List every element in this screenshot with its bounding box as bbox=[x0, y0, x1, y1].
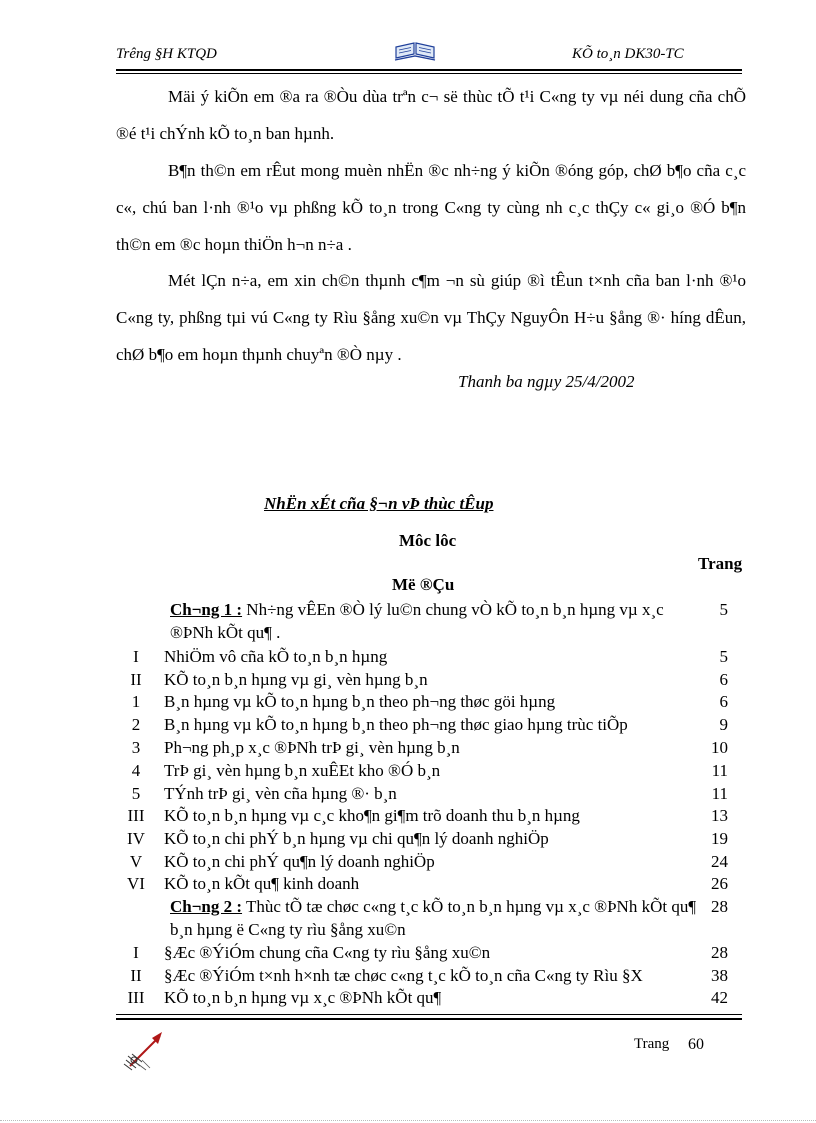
footer-rule bbox=[116, 1018, 742, 1020]
toc-page: 6 bbox=[719, 692, 728, 711]
footer-rule-thin bbox=[116, 1014, 742, 1015]
toc-text: KÕ to¸n chi phÝ qu¶n lý doanh nghiÖp bbox=[164, 852, 435, 871]
header-rule bbox=[116, 69, 742, 71]
toc-text: KÕ to¸n b¸n hµng vµ c¸c kho¶n gi¶m trõ doanh thu b¸n hµng bbox=[164, 806, 580, 825]
toc-page: 19 bbox=[711, 829, 728, 848]
toc-page: 28 bbox=[711, 943, 728, 962]
toc-text: Ph¬ng ph¸p x¸c ®ÞNh trÞ gi¸ vèn hµng b¸n bbox=[164, 738, 460, 757]
toc-text: KÕ to¸n b¸n hµng vµ x¸c ®ÞNh kÕt qu¶ bbox=[164, 988, 442, 1007]
toc-text: KÕ to¸n chi phÝ b¸n hµng vµ chi qu¶n lý doanh nghiÖp bbox=[164, 829, 549, 848]
footer-label: Trang bbox=[634, 1036, 670, 1052]
paragraph-3: Mét lÇn n÷a, em xin ch©n thµnh c¶m ¬n sù giúp ®ì tÊun t×nh cña ban l·nh ®¹o C«ng ty, phßng tµi vú C«ng ty Rìu §ång xu©n vµ ThÇy NguyÔn H÷u §ång ®· híng dÊun, chØ b¶o em hoµn thµnh chuyªn ®Ò nµy . bbox=[116, 271, 746, 364]
toc-num: IV bbox=[127, 829, 145, 848]
page-edge bbox=[0, 1120, 816, 1121]
toc-num: 4 bbox=[131, 761, 141, 780]
signature-date: Thanh ba ngµy 25/4/2002 bbox=[458, 372, 635, 391]
toc-text: §Æc ®ÝiÓm t×nh h×nh tæ chøc c«ng t¸c kÕ to¸n cña C«ng ty Rìu §X bbox=[164, 966, 643, 985]
quill-pen-icon bbox=[122, 1030, 166, 1072]
toc-page: 6 bbox=[719, 670, 728, 689]
toc-page: 11 bbox=[711, 761, 728, 780]
toc-num: 5 bbox=[131, 784, 141, 803]
toc-text: KÕ to¸n kÕt qu¶ kinh doanh bbox=[164, 874, 360, 893]
paragraph-2: B¶n th©n em rÊut mong muèn nhËn ®c nh÷ng ý kiÕn ®óng góp, chØ b¶o cña c¸c c«, chú ban l·nh ®¹o vµ phßng kÕ to¸n trong C«ng ty cùng nh c¸c thÇy c« gi¸o ®Ó b¶n th©n em ®c hoµn thiÖn h¬n n÷a . bbox=[116, 161, 746, 254]
toc-text: B¸n hµng vµ kÕ to¸n hµng b¸n theo ph¬ng thøc giao hµng trùc tiÕp bbox=[164, 715, 628, 734]
chapter-2-text: Thùc tÕ tæ chøc c«ng t¸c kÕ to¸n b¸n hµng vµ x¸c ®ÞNh kÕt qu¶ b¸n hµng ë C«ng ty rìu §ång xu©n bbox=[170, 897, 697, 939]
toc-num: V bbox=[129, 852, 143, 871]
paragraph-1: Mäi ý kiÕn em ®a ra ®Òu dùa trªn c¬ së thùc tÕ t¹i C«ng ty vµ néi dung cña chÕ ®é t¹i chÝnh kÕ to¸n ban hµnh. bbox=[116, 87, 746, 143]
toc-num: 3 bbox=[131, 738, 141, 757]
chapter-2-page: 28 bbox=[711, 897, 728, 916]
header-rule-thin bbox=[116, 73, 742, 74]
toc-text: TÝnh trÞ gi¸ vèn cña hµng ®· b¸n bbox=[164, 784, 397, 803]
toc-num: 1 bbox=[131, 692, 141, 711]
toc-page: 10 bbox=[711, 738, 728, 757]
toc-num: I bbox=[133, 943, 139, 962]
toc-page: 11 bbox=[711, 784, 728, 803]
open-book-icon bbox=[394, 40, 436, 62]
chapter-1-text: Nh÷ng vÊEn ®Ò lý lu©n chung vÒ kÕ to¸n b¸n hµng vµ x¸c ®ÞNh kÕt qu¶ . bbox=[170, 600, 664, 642]
toc-page: 26 bbox=[711, 874, 728, 893]
toc-page: 5 bbox=[719, 647, 728, 666]
toc-num: II bbox=[130, 966, 142, 985]
toc-num: I bbox=[133, 647, 139, 666]
toc-text: §Æc ®ÝiÓm chung cña C«ng ty rìu §ång xu©n bbox=[164, 943, 491, 962]
toc-title: Môc lôc bbox=[399, 531, 457, 550]
toc-page: 24 bbox=[711, 852, 728, 871]
footer-page-number: 60 bbox=[688, 1036, 704, 1053]
toc-num: II bbox=[130, 670, 142, 689]
header-left: Trêng §H KTQD bbox=[116, 46, 217, 62]
chapter-1-label: Ch¬ng 1 : bbox=[170, 600, 243, 619]
toc-page: 38 bbox=[711, 966, 728, 985]
toc-num: VI bbox=[127, 874, 145, 893]
toc-page: 13 bbox=[711, 806, 728, 825]
toc-page-header: Trang bbox=[698, 554, 743, 573]
toc-intro: Më ®Çu bbox=[392, 575, 455, 594]
toc-text: B¸n hµng vµ kÕ to¸n hµng b¸n theo ph¬ng thøc göi hµng bbox=[164, 692, 556, 711]
toc-num: 2 bbox=[131, 715, 141, 734]
toc-text: TrÞ gi¸ vèn hµng b¸n xuÊEt kho ®Ó b¸n bbox=[164, 761, 441, 780]
toc-text: KÕ to¸n b¸n hµng vµ gi¸ vèn hµng b¸n bbox=[164, 670, 428, 689]
toc-page: 42 bbox=[711, 988, 728, 1007]
toc-text: NhiÖm vô cña kÕ to¸n b¸n hµng bbox=[164, 647, 388, 666]
review-title: NhËn xÉt cña §¬n vÞ thùc tÊup bbox=[264, 494, 494, 513]
toc-num: III bbox=[127, 988, 145, 1007]
toc-num: III bbox=[127, 806, 145, 825]
chapter-2-label: Ch¬ng 2 : bbox=[170, 897, 243, 916]
chapter-1-page: 5 bbox=[719, 600, 728, 619]
header-right: KÕ to¸n DK30-TC bbox=[572, 46, 684, 62]
toc-page: 9 bbox=[719, 715, 728, 734]
